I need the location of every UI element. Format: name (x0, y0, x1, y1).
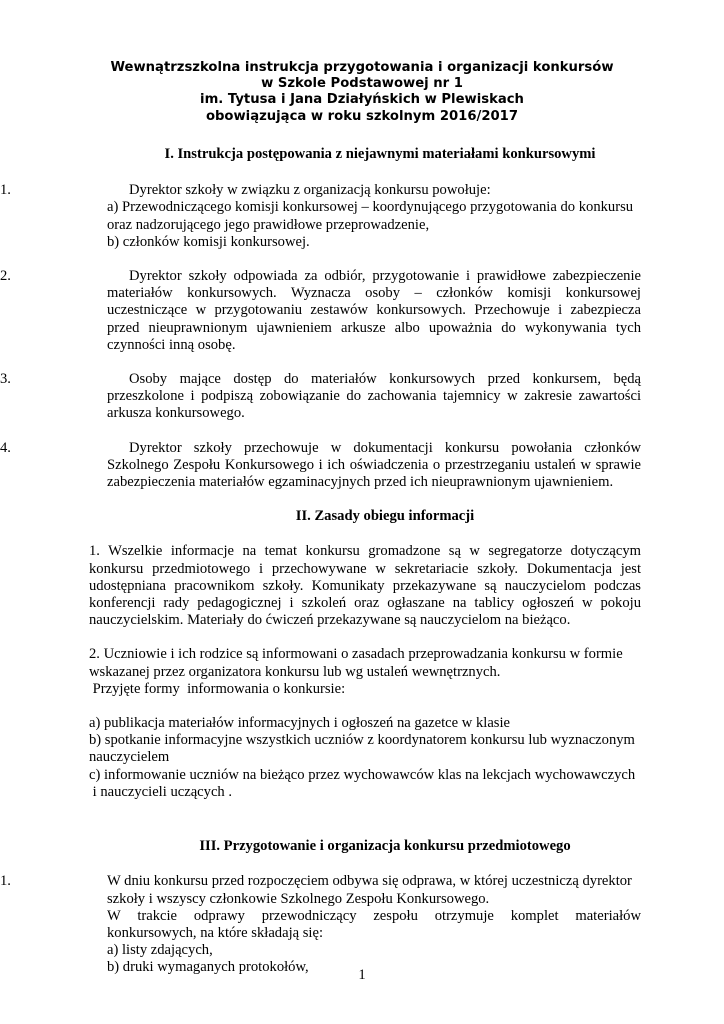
section-1-item-4 (0, 440, 641, 492)
item-text: Dyrektor szkoły przechowuje w dokumentacji konkursu powołania członków Szkolnego Zespołu Konkursowego i ich oświadczenia o przestrzeganiu ustaleń w sprawie zabezpieczenia materiałów egzaminacyjnych przed ich nieuprawnionym ujawnieniem. (107, 439, 641, 491)
section-1-heading: I. Instrukcja postępowania z niejawnymi materiałami konkursowymi (164, 146, 596, 162)
item-subline: b) członków komisji konkursowej. (107, 233, 310, 250)
section-1-item-1 (0, 182, 641, 251)
item-text: Osoby mające dostęp do materiałów konkursowych przed konkursem, będą przeszkolone i podpiszą zobowiązanie do zachowania tajemnicy w zakresie zawartości arkusza konkursowego. (107, 371, 641, 422)
title-line-2: w Szkole Podstawowej nr 1 (261, 76, 463, 92)
item-subline: oraz nadzorującego jego prawidłowe przeprowadzenie, (107, 216, 430, 233)
list-item-continuation: i nauczycieli uczących . (89, 783, 233, 800)
list-item: b) spotkanie informacyjne wszystkich uczniów z koordynatorem konkursu lub wyznaczonym (89, 732, 635, 749)
item-number: 2. (0, 268, 11, 285)
item-number: 4. (0, 439, 11, 456)
section-2-heading: II. Zasady obiegu informacji (295, 508, 475, 525)
section-2-list (89, 715, 641, 801)
item-text: W trakcie odprawy przewodniczący zespołu otrzymuje komplet materiałów konkursowych, na które składają się: (107, 907, 641, 941)
document-title (60, 60, 664, 125)
list-item: a) publikacja materiałów informacyjnych i ogłoszeń na gazetce w klasie (89, 715, 511, 732)
list-item: c) informowanie uczniów na bieżąco przez wychowawców klas na lekcjach wychowawczych (89, 766, 636, 783)
section-1-item-3 (0, 371, 641, 423)
section-2-paragraph-1: 1. Wszelkie informacje na temat konkursu gromadzone są w segregatorze dotyczącym konkursu przedmiotowego i przechowywane w sekretariacie szkoły. Dokumentacja jest udostępniana pracownikom szkoły. Komunikaty przekazywane są nauczycielom podczas konferencji rady pedagogicznej i szkoleń oraz ogłaszane na tablicy ogłoszeń w pokoju nauczycielskim. Materiały do ćwiczeń przekazywane są nauczycielom na bieżąco. (89, 543, 641, 629)
paragraph-line: 2. Uczniowie i ich rodzice są informowani o zasadach przeprowadzania konkursu w formie (89, 646, 623, 663)
paragraph-line: Przyjęte formy informowania o konkursie: (89, 680, 346, 697)
title-line-1: Wewnątrzszkolna instrukcja przygotowania i organizacji konkursów (110, 60, 614, 75)
item-number: 1. (0, 182, 11, 199)
item-number: 3. (0, 371, 11, 388)
item-text: W dniu konkursu przed rozpoczęciem odbywa się odprawa, w której uczestniczą dyrektor (107, 873, 632, 890)
page-number: 1 (358, 967, 366, 983)
item-text: szkoły i wszyscy członkowie Szkolnego Zespołu Konkursowego. (107, 890, 490, 907)
paragraph-line: wskazanej przez organizatora konkursu lub wg ustaleń wewnętrznych. (89, 663, 501, 680)
item-text: Dyrektor szkoły odpowiada za odbiór, przygotowanie i prawidłowe zabezpieczenie materiałów konkursowych. Wyznacza osoby – członków komisji konkursowej uczestniczące w przygotowaniu zestawów konkursowych. Przechowuje i zabezpiecza przed nieuprawnionym ujawnieniem arkusze albo upoważnia do wykonywania tych czynności inną osobę. (107, 268, 641, 353)
title-line-3: im. Tytusa i Jana Działyńskich w Plewiskach (200, 92, 524, 108)
section-2-paragraph-2 (89, 646, 641, 698)
title-line-4: obowiązująca w roku szkolnym 2016/2017 (205, 108, 519, 124)
item-number: 1. (0, 873, 11, 890)
item-subline: a) Przewodniczącego komisji konkursowej – koordynującego przygotowania do konkursu (107, 199, 634, 216)
document-body (0, 146, 641, 977)
list-item-continuation: nauczycielem (89, 749, 170, 766)
sub-list-item: a) listy zdających, (107, 942, 213, 959)
section-3-heading: III. Przygotowanie i organizacja konkursu przedmiotowego (199, 838, 571, 855)
sub-list-item: b) druki wymaganych protokołów, (107, 959, 309, 976)
item-text: Dyrektor szkoły w związku z organizacją konkursu powołuje: (129, 182, 491, 199)
section-1-item-2 (0, 268, 641, 354)
section-3-item-1 (0, 873, 641, 976)
